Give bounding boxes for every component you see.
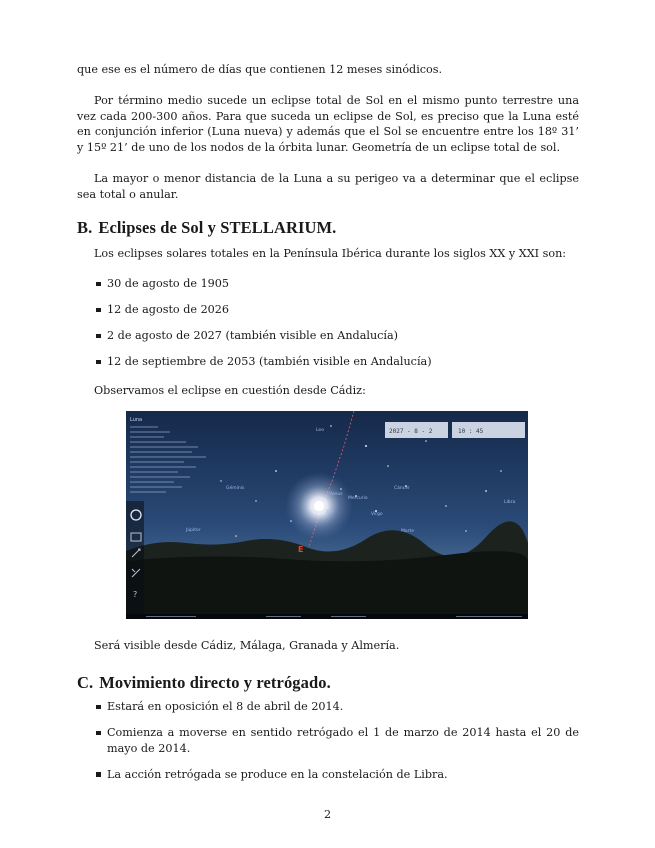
sky-label: Venus xyxy=(329,492,343,497)
visibility-caption: Será visible desde Cádiz, Málaga, Granada y Almería. xyxy=(94,639,400,652)
page-number: 2 xyxy=(323,808,332,821)
eclipse-list xyxy=(96,276,579,370)
list-item: 12 de septiembre de 2053 (también visible en Andalucía) xyxy=(96,354,579,370)
paragraph-eclipse-frequency: Por término medio sucede un eclipse total de Sol en el mismo punto terrestre una vez cada 200-300 años. Para que suceda un eclipse de Sol, es preciso que la Luna esté en conjunción inferior (Luna nueva) y además que el Sol se encuentre entre los 18º 31’ y 15º 21’ de uno de los nodos de la órbita lunar. Geometría de un eclipse total de sol. xyxy=(77,94,579,154)
section-c-title: Movimiento directo y retrógado. xyxy=(99,673,331,692)
sky-label: Júpiter xyxy=(186,528,201,533)
stellarium-sky-view xyxy=(126,411,528,619)
section-b-label: B. xyxy=(77,218,93,237)
sky-label: Géminis xyxy=(226,486,245,491)
foreground-ground xyxy=(126,551,528,619)
section-b-intro: Los eclipses solares totales en la Península Ibérica durante los siglos XX y XXI son: xyxy=(94,247,567,260)
list-item: Comienza a moverse en sentido retrógado el 1 de marzo de 2014 hasta el 20 de mayo de 2014. xyxy=(96,725,579,756)
section-c-label: C. xyxy=(77,673,94,692)
section-c-heading xyxy=(77,673,331,693)
paragraph-perigee: La mayor o menor distancia de la Luna a su perigeo va a determinar que el eclipse sea total o anular. xyxy=(77,172,579,201)
sky-label: Libra xyxy=(504,500,516,505)
sky-label: Mercurio xyxy=(348,496,368,501)
sky-label: Cáncer xyxy=(394,486,410,491)
cardinal-east-label: E xyxy=(298,545,304,554)
list-item: 12 de agosto de 2026 xyxy=(96,302,579,318)
help-icon[interactable]: ? xyxy=(133,590,138,599)
list-item: Estará en oposición el 8 de abril de 2014. xyxy=(96,699,579,715)
sky-label: Leo xyxy=(316,428,324,433)
sky-label: Marte xyxy=(401,529,415,534)
time-text: 10 : 45 xyxy=(458,428,484,435)
section-b-heading xyxy=(77,218,336,238)
list-item: 30 de agosto de 1905 xyxy=(96,276,579,292)
sky-label: Virgo xyxy=(371,512,383,517)
sky-label: Sol xyxy=(326,510,333,515)
list-item: 2 de agosto de 2027 (también visible en Andalucía) xyxy=(96,328,579,344)
date-text: 2027 - 8 - 2 xyxy=(389,428,433,435)
stellarium-screenshot xyxy=(126,411,528,619)
section-b-title: Eclipses de Sol y STELLARIUM. xyxy=(98,218,337,237)
retrograde-list xyxy=(96,699,579,782)
info-title: Luna xyxy=(130,417,143,423)
sun-icon xyxy=(314,501,324,511)
observe-caption: Observamos el eclipse en cuestión desde Cádiz: xyxy=(94,384,366,397)
paragraph-synodic: que ese es el número de días que contienen 12 meses sinódicos. xyxy=(77,63,443,76)
left-toolbar xyxy=(126,501,144,619)
list-item: La acción retrógada se produce en la constelación de Libra. xyxy=(96,767,579,783)
